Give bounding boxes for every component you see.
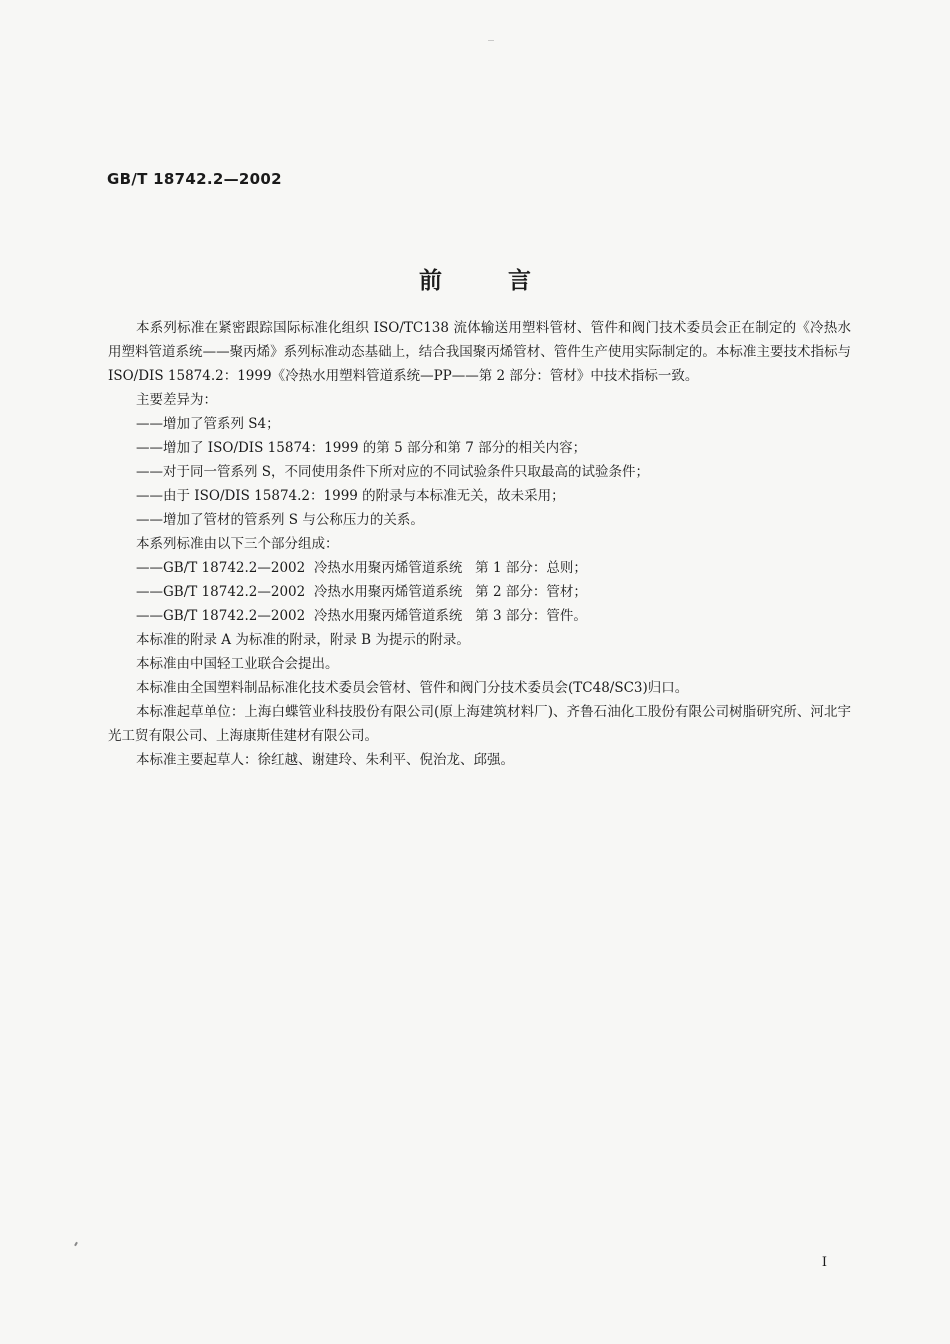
list-item: ——GB/T 18742.2—2002 冷热水用聚丙烯管道系统 第 1 部分：总则；: [136, 560, 587, 576]
list-item: ——增加了 ISO/DIS 15874：1999 的第 5 部分和第 7 部分的相关内容；: [136, 440, 587, 456]
drafters-paragraph: 本标准主要起草人：徐红越、谢建玲、朱利平、倪治龙、邱强。: [136, 752, 514, 768]
scan-speck: [74, 1242, 78, 1246]
page-title: 前言: [419, 267, 597, 294]
intro-paragraph: 本系列标准在紧密跟踪国际标准化组织 ISO/TC138 流体输送用塑料管材、管件和阀门技术委员会正在制定的《冷热水用塑料管道系统——聚丙烯》系列标准动态基础上，结合我国聚丙烯管材、管件生产使用实际制定的。本标准主要技术指标与 ISO/DIS 15874.2：1999《冷热水用塑料管道系统—PP——第 2 部分：管材》中技术指标一致。: [108, 320, 851, 384]
proposed-by-paragraph: 本标准由中国轻工业联合会提出。: [136, 656, 339, 672]
list-item: ——GB/T 18742.2—2002 冷热水用聚丙烯管道系统 第 2 部分：管材；: [136, 584, 587, 600]
list-item: ——对于同一管系列 S，不同使用条件下所对应的不同试验条件只取最高的试验条件；: [136, 464, 650, 480]
annex-paragraph: 本标准的附录 A 为标准的附录，附录 B 为提示的附录。: [136, 632, 470, 648]
list-item: ——由于 ISO/DIS 15874.2：1999 的附录与本标准无关，故未采用；: [136, 488, 565, 504]
scan-speck: [488, 40, 494, 41]
document-code: GB/T 18742.2—2002: [107, 170, 282, 188]
parts-list: [108, 556, 851, 628]
list-item: ——GB/T 18742.2—2002 冷热水用聚丙烯管道系统 第 3 部分：管件。: [136, 608, 587, 624]
drafting-units-paragraph: 本标准起草单位：上海白蝶管业科技股份有限公司(原上海建筑材料厂)、齐鲁石油化工股份有限公司树脂研究所、河北宇光工贸有限公司、上海康斯佳建材有限公司。: [108, 704, 851, 744]
centralized-by-paragraph: 本标准由全国塑料制品标准化技术委员会管材、管件和阀门分技术委员会(TC48/SC3)归口。: [136, 680, 689, 696]
foreword-body: [108, 316, 851, 772]
list-item: ——增加了管系列 S4；: [136, 416, 280, 432]
list-item: ——增加了管材的管系列 S 与公称压力的关系。: [136, 512, 424, 528]
page-number: I: [821, 1255, 827, 1270]
differences-list: [108, 412, 851, 532]
parts-intro: 本系列标准由以下三个部分组成：: [136, 536, 339, 552]
differences-intro: 主要差异为：: [136, 392, 217, 408]
